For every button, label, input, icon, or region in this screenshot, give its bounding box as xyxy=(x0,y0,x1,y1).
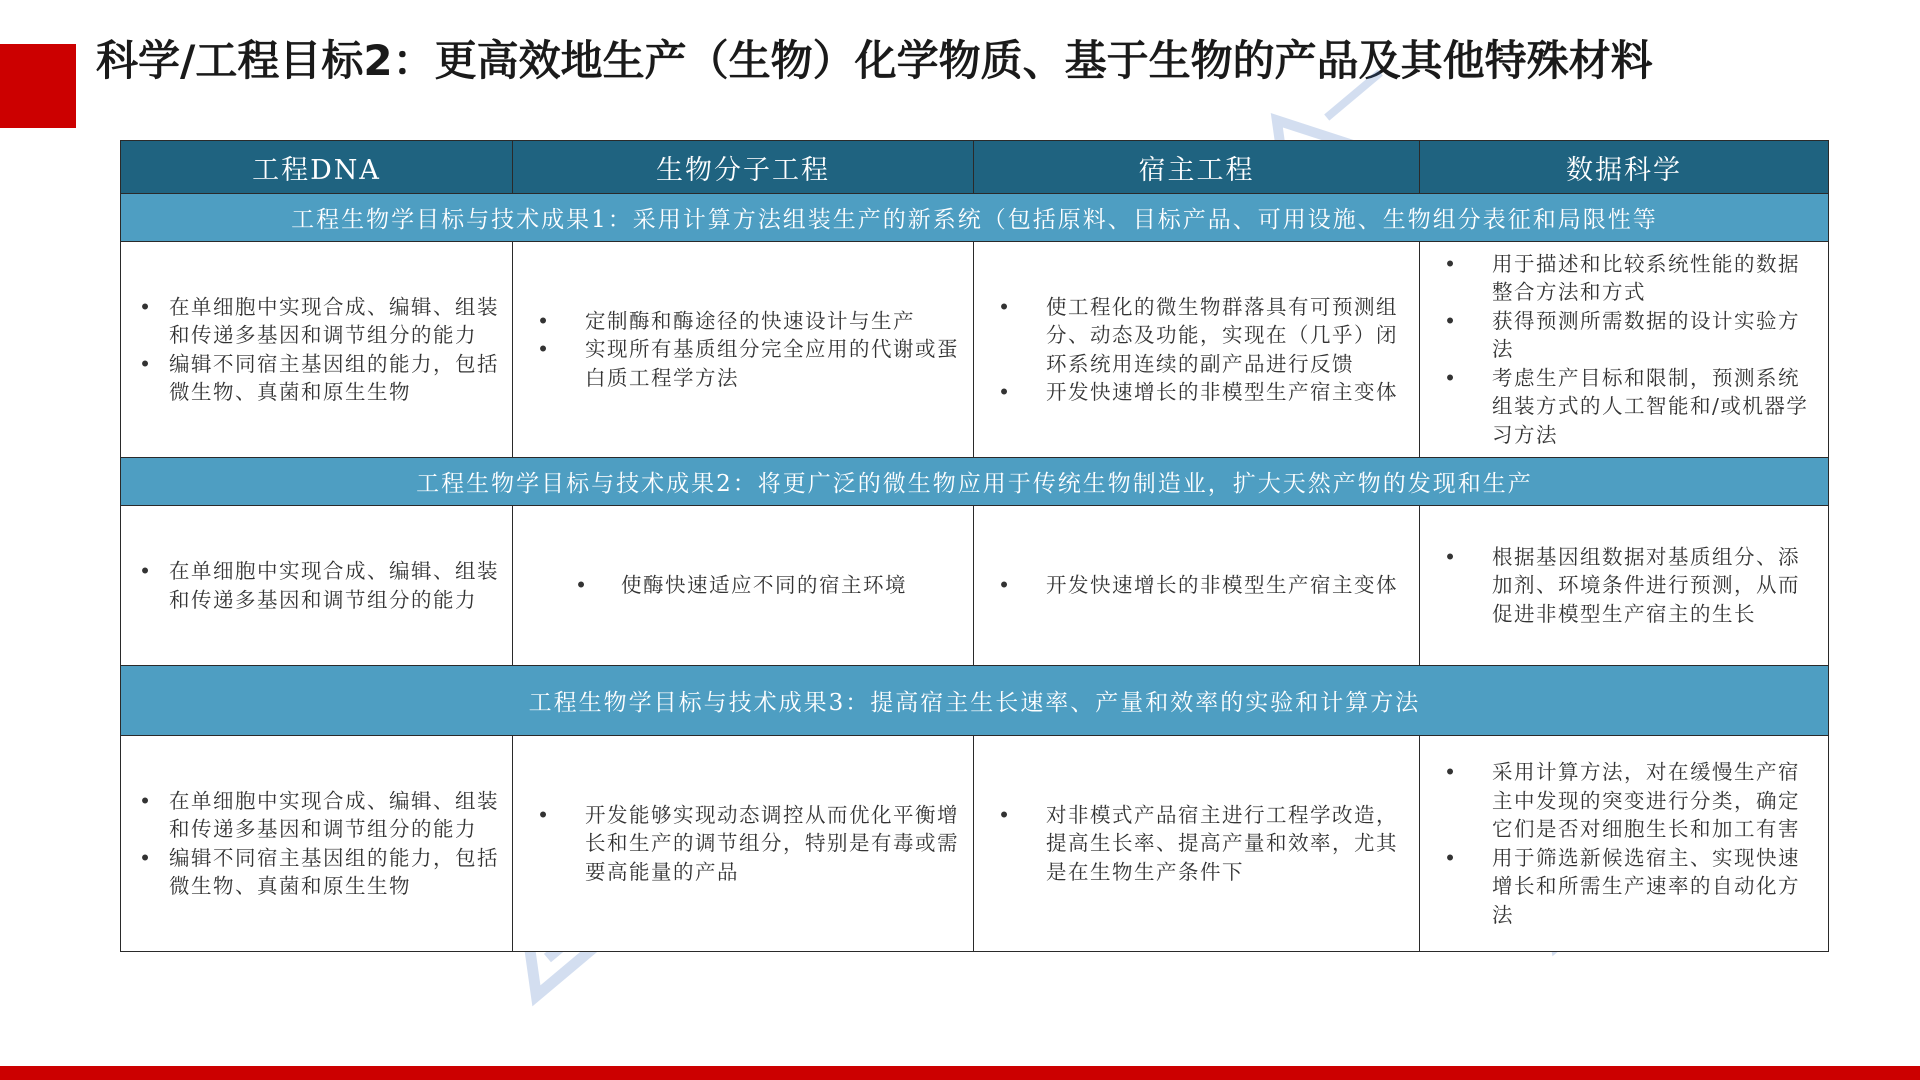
table-cell xyxy=(974,242,1420,458)
bullet-item: • 根据基因组数据对基质组分、添加剂、环境条件进行预测，从而促进非模型生产宿主的生长 xyxy=(1492,543,1816,629)
page-title: 科学/工程目标2：更高效地生产（生物）化学物质、基于生物的产品及其他特殊材料 xyxy=(96,36,1653,85)
table-cell xyxy=(974,736,1420,952)
bullet-item: • 用于描述和比较系统性能的数据整合方法和方式 xyxy=(1492,250,1816,307)
section-heading: 工程生物学目标与技术成果2：将更广泛的微生物应用于传统生物制造业，扩大天然产物的发现和生产 xyxy=(121,458,1829,506)
table-cell xyxy=(121,736,513,952)
bullet-item: • 实现所有基质组分完全应用的代谢或蛋白质工程学方法 xyxy=(585,335,961,392)
bullet-item: • 开发快速增长的非模型生产宿主变体 xyxy=(1046,571,1407,600)
bullet-item: • 使工程化的微生物群落具有可预测组分、动态及功能，实现在（几乎）闭环系统用连续的副产品进行反馈 xyxy=(1046,293,1407,379)
bullet-item: • 在单细胞中实现合成、编辑、组装和传递多基因和调节组分的能力 xyxy=(169,557,500,614)
title-accent-bar xyxy=(0,44,76,128)
table-row xyxy=(121,506,1829,666)
bullet-item: • 在单细胞中实现合成、编辑、组装和传递多基因和调节组分的能力 xyxy=(169,293,500,350)
bullet-item: • 开发能够实现动态调控从而优化平衡增长和生产的调节组分，特别是有毒或需要高能量的产品 xyxy=(585,801,961,887)
bullet-item: • 开发快速增长的非模型生产宿主变体 xyxy=(1046,378,1407,407)
column-header: 宿主工程 xyxy=(974,141,1420,194)
bullet-item: • 考虑生产目标和限制，预测系统组装方式的人工智能和/或机器学习方法 xyxy=(1492,364,1816,450)
section-heading-row xyxy=(121,194,1829,242)
section-heading: 工程生物学目标与技术成果1：采用计算方法组装生产的新系统（包括原料、目标产品、可用设施、生物组分表征和局限性等 xyxy=(121,194,1829,242)
table-cell xyxy=(1420,736,1829,952)
table-cell xyxy=(513,506,974,666)
footer-accent-bar xyxy=(0,1066,1920,1080)
table-cell xyxy=(513,242,974,458)
bullet-item: • 对非模式产品宿主进行工程学改造，提高生长率、提高产量和效率，尤其是在生物生产条件下 xyxy=(1046,801,1407,887)
column-header-row xyxy=(121,141,1829,194)
table-cell xyxy=(121,506,513,666)
bullet-item: • 使酶快速适应不同的宿主环境 xyxy=(621,571,961,600)
section-heading: 工程生物学目标与技术成果3：提高宿主生长速率、产量和效率的实验和计算方法 xyxy=(121,666,1829,736)
bullet-item: • 编辑不同宿主基因组的能力，包括微生物、真菌和原生生物 xyxy=(169,350,500,407)
section-heading-row xyxy=(121,458,1829,506)
table-cell xyxy=(974,506,1420,666)
bullet-item: • 在单细胞中实现合成、编辑、组装和传递多基因和调节组分的能力 xyxy=(169,787,500,844)
bullet-item: • 编辑不同宿主基因组的能力，包括微生物、真菌和原生生物 xyxy=(169,844,500,901)
bullet-item: • 采用计算方法，对在缓慢生产宿主中发现的突变进行分类，确定它们是否对细胞生长和加工有害 xyxy=(1492,758,1816,844)
table-cell xyxy=(1420,242,1829,458)
section-heading-row xyxy=(121,666,1829,736)
bullet-item: • 用于筛选新候选宿主、实现快速增长和所需生产速率的自动化方法 xyxy=(1492,844,1816,930)
table-cell xyxy=(513,736,974,952)
table-cell xyxy=(121,242,513,458)
table-row xyxy=(121,242,1829,458)
table-row xyxy=(121,736,1829,952)
goals-table xyxy=(120,140,1829,952)
bullet-item: • 获得预测所需数据的设计实验方法 xyxy=(1492,307,1816,364)
column-header: 工程DNA xyxy=(121,141,513,194)
column-header: 数据科学 xyxy=(1420,141,1829,194)
table-cell xyxy=(1420,506,1829,666)
column-header: 生物分子工程 xyxy=(513,141,974,194)
bullet-item: • 定制酶和酶途径的快速设计与生产 xyxy=(585,307,961,336)
